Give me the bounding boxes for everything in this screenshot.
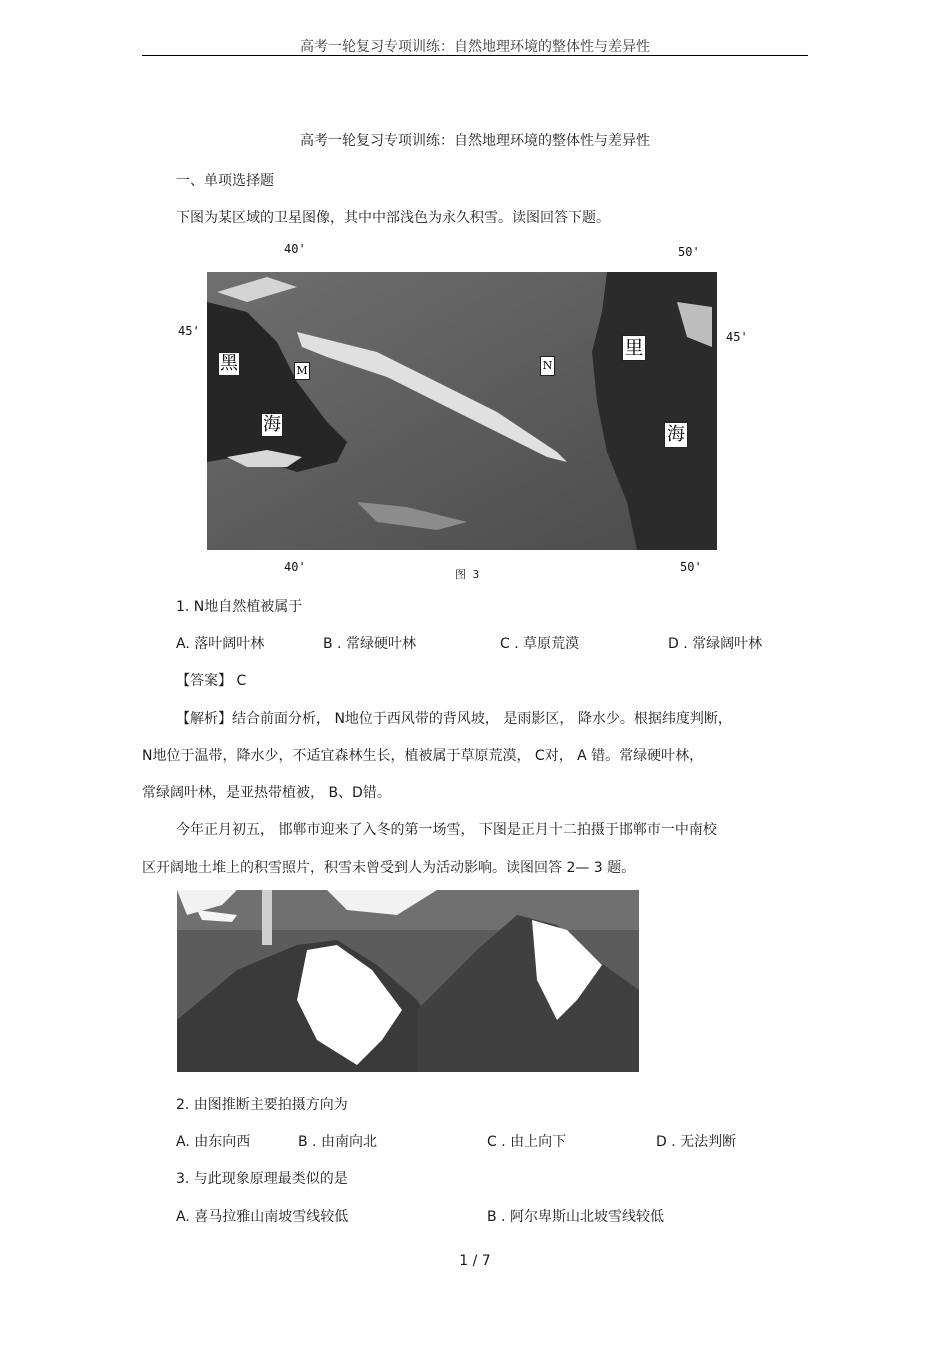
q1-analysis-line-1: 【解析】结合前面分析， N地位于西风带的背风坡， 是雨影区， 降水少。根据纬度判断， bbox=[176, 711, 732, 727]
q1-option-b: B . 常绿硬叶林 bbox=[323, 636, 416, 652]
q1-option-a: A. 落叶阔叶林 bbox=[176, 636, 265, 652]
map-lon-bottom-left: 40' bbox=[284, 560, 306, 574]
q2-option-c: C . 由上向下 bbox=[487, 1134, 567, 1150]
page-number: 1 / 7 bbox=[459, 1253, 491, 1269]
document-title: 高考一轮复习专项训练：自然地理环境的整体性与差异性 bbox=[300, 133, 650, 149]
q2-stem: 2. 由图推断主要拍摄方向为 bbox=[176, 1097, 348, 1113]
section-heading: 一、单项选择题 bbox=[176, 173, 274, 189]
header-divider bbox=[142, 55, 808, 56]
q2-option-a: A. 由东向西 bbox=[176, 1134, 251, 1150]
q1-answer: 【答案】 C bbox=[176, 673, 247, 689]
q2-option-b: B . 由南向北 bbox=[298, 1134, 377, 1150]
satellite-map-drawing bbox=[207, 272, 717, 550]
q3-option-a: A. 喜马拉雅山南坡雪线较低 bbox=[176, 1209, 349, 1225]
q1-analysis-line-3: 常绿阔叶林，是亚热带植被， B、D错。 bbox=[142, 785, 391, 801]
intro-paragraph-2-line-2: 区开阔地土堆上的积雪照片，积雪未曾受到人为活动影响。读图回答 2— 3 题。 bbox=[142, 860, 636, 876]
map-lon-bottom-right: 50' bbox=[680, 560, 702, 574]
q1-stem: 1. N地自然植被属于 bbox=[176, 599, 303, 615]
map-caption: 图 3 bbox=[455, 568, 480, 581]
map-label-m: M bbox=[294, 362, 310, 380]
snow-pile-photo bbox=[177, 890, 639, 1072]
map-lon-top-right: 50' bbox=[678, 245, 700, 259]
intro-paragraph-2-line-1: 今年正月初五， 邯郸市迎来了入冬的第一场雪， 下图是正月十二拍摄于邯郸市一中南校 bbox=[176, 822, 717, 838]
map-label-n: N bbox=[540, 356, 555, 376]
intro-paragraph-1: 下图为某区域的卫星图像，其中中部浅色为永久积雪。读图回答下题。 bbox=[176, 210, 610, 226]
snow-pile-drawing bbox=[177, 890, 639, 1072]
q3-stem: 3. 与此现象原理最类似的是 bbox=[176, 1171, 348, 1187]
map-label-hei: 黑 bbox=[220, 353, 238, 374]
map-lat-right: 45' bbox=[726, 330, 748, 344]
map-lat-left: 45' bbox=[178, 324, 200, 338]
map-label-li: 里 bbox=[622, 335, 646, 361]
q1-option-d: D . 常绿阔叶林 bbox=[668, 636, 763, 652]
q2-option-d: D . 无法判断 bbox=[656, 1134, 737, 1150]
map-label-hai-left: 海 bbox=[263, 414, 281, 435]
map-lon-top-left: 40' bbox=[284, 242, 306, 256]
satellite-map-image bbox=[207, 272, 717, 550]
map-label-hai-right: 海 bbox=[664, 422, 688, 448]
q1-option-c: C . 草原荒漠 bbox=[500, 636, 580, 652]
q3-option-b: B . 阿尔卑斯山北坡雪线较低 bbox=[487, 1209, 664, 1225]
running-header: 高考一轮复习专项训练：自然地理环境的整体性与差异性 bbox=[300, 39, 650, 55]
q1-analysis-line-2: N地位于温带，降水少，不适宜森林生长，植被属于草原荒漠， C对， A 错。常绿硬叶林， bbox=[142, 748, 704, 764]
